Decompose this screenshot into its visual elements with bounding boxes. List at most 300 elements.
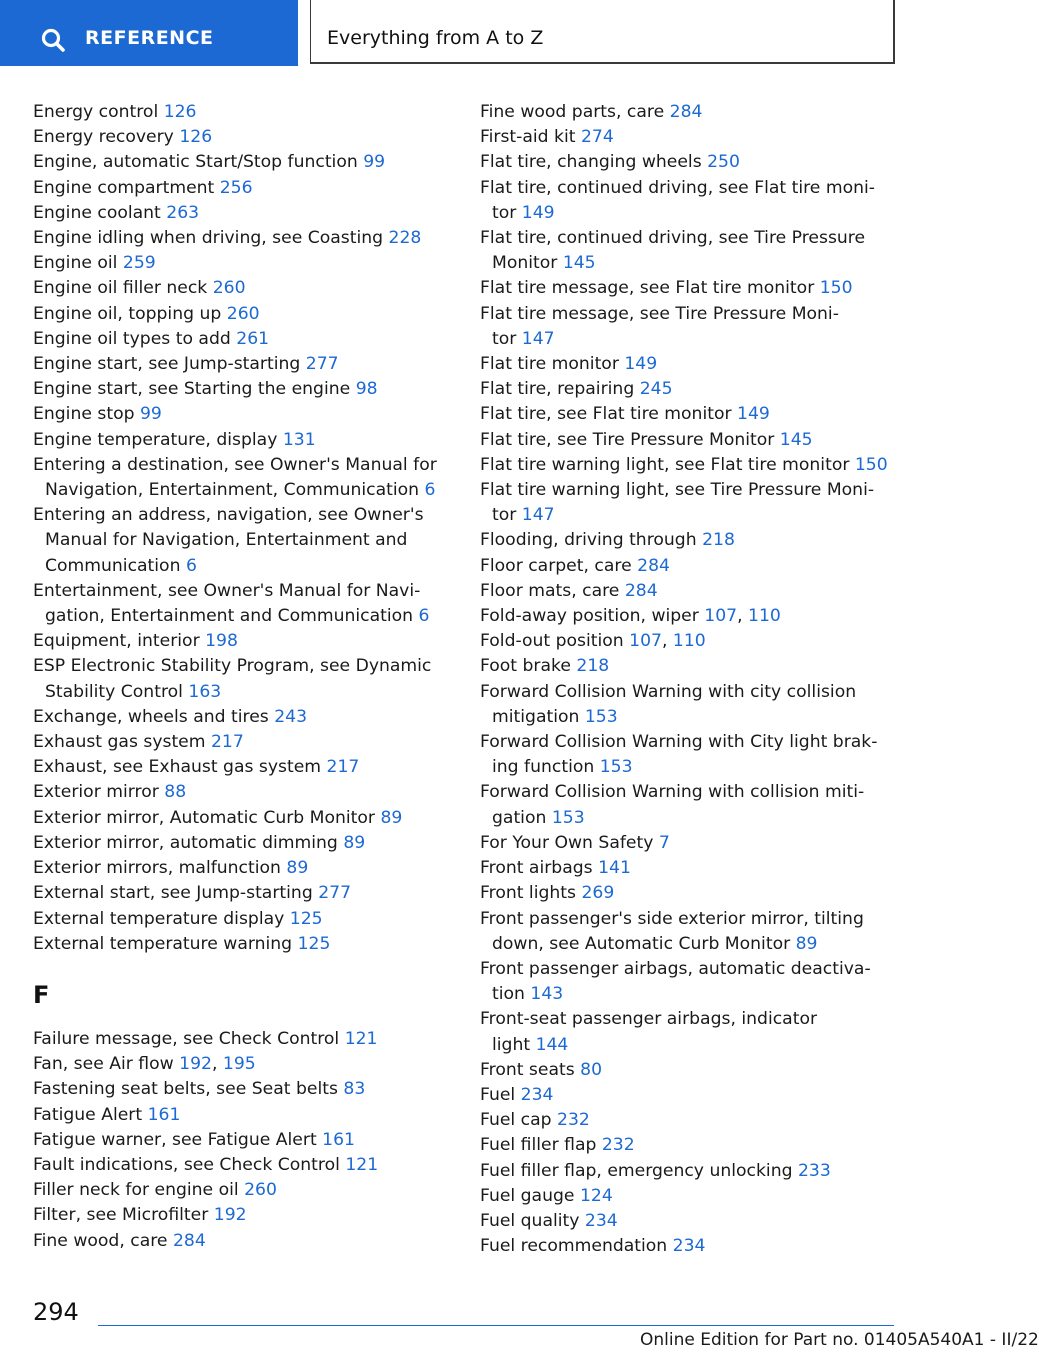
page-link[interactable]: 277 xyxy=(305,354,339,375)
page-link[interactable]: 163 xyxy=(188,681,222,702)
index-entry xyxy=(33,856,453,881)
page-link[interactable]: 284 xyxy=(624,580,658,601)
index-entry xyxy=(480,1007,900,1057)
index-entry xyxy=(480,150,900,175)
page-link[interactable]: 110 xyxy=(672,631,706,652)
page-references xyxy=(188,682,221,702)
page-references xyxy=(855,455,888,475)
index-entry xyxy=(33,125,453,150)
page-link[interactable]: 260 xyxy=(244,1180,277,1201)
page-references xyxy=(327,757,360,777)
page-references xyxy=(600,757,633,777)
page-link[interactable]: 89 xyxy=(795,933,818,954)
page-references xyxy=(798,1161,831,1181)
page-references xyxy=(637,556,670,576)
page-references xyxy=(820,278,853,298)
index-entry-text: Manual for Navigation, Entertainment and xyxy=(45,530,408,551)
page-references xyxy=(580,1060,602,1080)
page-number: 294 xyxy=(33,1298,79,1326)
index-entry xyxy=(33,932,453,957)
index-entry xyxy=(33,352,453,377)
index-entry xyxy=(33,402,453,427)
page-link[interactable]: 143 xyxy=(530,984,564,1005)
page-references xyxy=(552,808,585,828)
page-link[interactable]: 141 xyxy=(598,858,631,879)
index-entry-text: gation xyxy=(492,807,547,828)
index-entry xyxy=(480,1159,900,1184)
index-entry-text: Front passenger airbags, automatic deactiva- xyxy=(480,958,871,979)
index-list-f-continued xyxy=(480,100,900,1259)
search-icon xyxy=(40,27,66,53)
index-entry xyxy=(33,907,453,932)
index-entry-text: Entering a destination, see Owner's Manual for xyxy=(33,454,437,475)
index-entry xyxy=(480,377,900,402)
page-references xyxy=(283,430,316,450)
index-entry xyxy=(480,730,900,780)
index-entry-text: Front lights xyxy=(480,883,576,904)
index-entry xyxy=(33,831,453,856)
page-link[interactable]: 125 xyxy=(289,908,323,929)
index-entry-text: gation, Entertainment and Communication xyxy=(45,606,414,627)
index-entry-text: ESP Electronic Stability Program, see Dynamic xyxy=(33,656,432,677)
index-entry-text: Energy control xyxy=(33,102,159,122)
page-references xyxy=(345,1155,378,1175)
page-references xyxy=(227,304,260,324)
page-references xyxy=(236,329,269,349)
index-entry-text: Forward Collision Warning with collision miti- xyxy=(480,782,865,803)
page-link[interactable]: 145 xyxy=(779,429,813,450)
index-entry-text: Fold-out position xyxy=(480,631,624,652)
page-link[interactable]: 250 xyxy=(707,152,740,173)
index-entry-text: Navigation, Entertainment, Communication xyxy=(45,480,420,501)
index-entry xyxy=(33,100,453,125)
index-entry xyxy=(480,629,900,654)
page-references xyxy=(380,808,402,828)
page-link[interactable]: 259 xyxy=(122,253,156,274)
index-entry-text: Fine wood parts, care xyxy=(480,102,665,122)
index-entry xyxy=(480,1209,900,1234)
index-entry-text: Flat tire monitor xyxy=(480,354,619,375)
page-references xyxy=(557,1110,590,1130)
page-references xyxy=(530,984,563,1004)
page-link[interactable]: 192 xyxy=(213,1205,247,1226)
index-entry-text: Flat tire, changing wheels xyxy=(480,152,702,173)
page-references xyxy=(345,1029,378,1049)
index-entry xyxy=(480,579,900,604)
page-link[interactable]: 153 xyxy=(551,807,585,828)
page-references xyxy=(166,203,199,223)
index-entry xyxy=(480,907,900,957)
index-entry-text: Failure message, see Check Control xyxy=(33,1028,340,1049)
index-entry xyxy=(33,1052,453,1077)
page-link[interactable]: 234 xyxy=(520,1084,554,1105)
index-entry-text: tion xyxy=(492,984,525,1005)
index-entry xyxy=(33,881,453,906)
page-references xyxy=(173,1231,206,1251)
page-references xyxy=(580,1186,613,1206)
page-references xyxy=(298,934,331,954)
reference-tab-label: REFERENCE xyxy=(85,27,214,49)
page-link[interactable]: 147 xyxy=(521,505,555,526)
page-link[interactable]: 195 xyxy=(222,1054,256,1075)
page-references xyxy=(624,354,657,374)
index-entry xyxy=(480,100,900,125)
index-entry xyxy=(480,654,900,679)
page-link[interactable]: 161 xyxy=(147,1104,181,1125)
page-link[interactable]: 233 xyxy=(797,1160,831,1181)
page-link[interactable]: 218 xyxy=(702,530,735,551)
page-references: 192, 195 xyxy=(179,1054,256,1075)
page-link[interactable]: 192 xyxy=(179,1054,212,1075)
index-entry-text: Filter, see Microfilter xyxy=(33,1205,209,1226)
index-column-left xyxy=(33,100,453,1254)
section-letter-f: F xyxy=(33,980,50,1009)
index-entry xyxy=(480,881,900,906)
index-entry xyxy=(33,629,453,654)
index-entry xyxy=(33,1077,453,1102)
page-link[interactable]: 217 xyxy=(210,732,244,753)
page-references xyxy=(356,379,378,399)
page-link[interactable]: 121 xyxy=(344,1028,378,1049)
index-entry xyxy=(33,453,453,503)
page-link[interactable]: 107 xyxy=(629,631,662,652)
index-entry xyxy=(480,554,900,579)
page-link[interactable]: 153 xyxy=(599,757,633,778)
page-link[interactable]: 232 xyxy=(557,1110,590,1131)
index-entry-text: Exchange, wheels and tires xyxy=(33,706,269,727)
page-link[interactable]: 198 xyxy=(205,631,238,652)
index-entry-text: Exterior mirror, Automatic Curb Monitor xyxy=(33,807,375,828)
page-link[interactable]: 83 xyxy=(343,1079,366,1100)
index-entry-text: Flat tire warning light, see Flat tire monitor xyxy=(480,454,850,475)
index-entry-text: Floor mats, care xyxy=(480,580,620,601)
page-references xyxy=(164,782,186,802)
page-link[interactable]: 131 xyxy=(282,429,316,450)
index-entry xyxy=(33,150,453,175)
page-link[interactable]: 89 xyxy=(286,858,309,879)
index-entry-text: First-aid kit xyxy=(480,127,576,148)
index-entry-text: Engine oil filler neck xyxy=(33,278,208,299)
index-entry xyxy=(480,478,900,528)
index-entry xyxy=(33,1229,453,1254)
index-entry xyxy=(33,1128,453,1153)
page-link[interactable]: 98 xyxy=(355,379,378,400)
index-entry xyxy=(33,1203,453,1228)
page-link[interactable]: 260 xyxy=(226,303,260,324)
page-link[interactable]: 99 xyxy=(363,152,386,173)
index-entry-text: ing function xyxy=(492,757,595,778)
page-link[interactable]: 149 xyxy=(737,404,770,425)
page-references xyxy=(581,883,614,903)
page-link[interactable]: 150 xyxy=(819,278,853,299)
page-references xyxy=(211,732,244,752)
page-link[interactable]: 150 xyxy=(854,454,888,475)
index-entry-text: Fatigue warner, see Fatigue Alert xyxy=(33,1129,317,1150)
index-entry-text: Engine stop xyxy=(33,404,135,425)
index-entry xyxy=(33,654,453,704)
index-column-right xyxy=(480,100,900,1259)
index-entry-text: Engine idling when driving, see Coasting xyxy=(33,228,384,249)
page-link[interactable]: 217 xyxy=(326,757,360,778)
page-references: 107, 110 xyxy=(629,631,706,652)
page-references xyxy=(640,379,673,399)
page-link[interactable]: 126 xyxy=(163,102,197,122)
index-entry-text: External temperature display xyxy=(33,908,285,929)
page-link[interactable]: 126 xyxy=(179,127,213,148)
page-references xyxy=(286,858,308,878)
page-references xyxy=(343,833,365,853)
page-link[interactable]: 6 xyxy=(185,555,197,576)
index-entry xyxy=(480,1083,900,1108)
page-link[interactable]: 124 xyxy=(579,1185,613,1206)
index-entry-text: Engine start, see Starting the engine xyxy=(33,379,351,400)
index-entry xyxy=(33,201,453,226)
index-entry-text: Fatigue Alert xyxy=(33,1104,143,1125)
index-entry xyxy=(33,730,453,755)
page-link[interactable]: 234 xyxy=(672,1236,706,1257)
index-entry-text: Fuel quality xyxy=(480,1210,580,1231)
page-references xyxy=(796,934,818,954)
index-entry xyxy=(480,831,900,856)
page-references xyxy=(274,707,307,727)
index-entry xyxy=(33,705,453,730)
index-entry-text: Communication xyxy=(45,555,181,576)
index-entry-text: Fuel xyxy=(480,1084,516,1105)
index-entry-text: Flat tire, continued driving, see Flat tire moni- xyxy=(480,177,875,198)
page-link[interactable]: 121 xyxy=(345,1154,379,1175)
page-references xyxy=(425,480,436,500)
page-references xyxy=(625,581,658,601)
index-entry-text: Monitor xyxy=(492,253,558,274)
index-entry xyxy=(33,1103,453,1128)
index-entry-text: External start, see Jump-starting xyxy=(33,883,313,904)
index-entry xyxy=(480,604,900,629)
index-entry-text: tor xyxy=(492,328,517,349)
page-link[interactable]: 228 xyxy=(388,228,422,249)
page-link[interactable]: 284 xyxy=(669,102,703,122)
page-link[interactable]: 99 xyxy=(139,404,162,425)
index-entry-text: Fuel filler flap, emergency unlocking xyxy=(480,1160,793,1181)
index-entry-text: Engine coolant xyxy=(33,202,161,223)
page-link[interactable]: 161 xyxy=(322,1129,355,1150)
page-link[interactable]: 144 xyxy=(535,1034,569,1055)
page-references xyxy=(522,329,555,349)
page-references xyxy=(290,909,323,929)
page-references xyxy=(737,404,770,424)
index-entry-text: Foot brake xyxy=(480,656,571,677)
index-entry-text: Exterior mirror xyxy=(33,782,159,803)
index-entry xyxy=(480,957,900,1007)
index-entry-text: Forward Collision Warning with city collision xyxy=(480,681,857,702)
page-references xyxy=(659,833,670,853)
page-references xyxy=(707,152,740,172)
index-entry xyxy=(33,503,453,579)
index-entry xyxy=(480,226,900,276)
index-entry xyxy=(480,680,900,730)
index-entry xyxy=(480,1234,900,1259)
index-entry-text: Fastening seat belts, see Seat belts xyxy=(33,1079,338,1100)
page-references xyxy=(343,1079,365,1099)
page-link[interactable]: 6 xyxy=(418,606,430,627)
page-link[interactable]: 89 xyxy=(380,807,403,828)
index-entry xyxy=(33,1178,453,1203)
index-entry-text: Equipment, interior xyxy=(33,631,200,652)
page-link[interactable]: 261 xyxy=(236,328,270,349)
page-link[interactable]: 277 xyxy=(318,883,352,904)
page-references xyxy=(148,1105,181,1125)
page-link[interactable]: 89 xyxy=(343,832,366,853)
page-references xyxy=(585,707,618,727)
index-entry-text: Engine temperature, display xyxy=(33,429,278,450)
index-entry-text: Flat tire, see Flat tire monitor xyxy=(480,404,732,425)
index-entry-text: down, see Automatic Curb Monitor xyxy=(492,933,791,954)
index-entry xyxy=(480,1108,900,1133)
page-link[interactable]: 7 xyxy=(658,832,670,853)
index-entry xyxy=(480,856,900,881)
edition-note: Online Edition for Part no. 01405A540A1 - II/22 xyxy=(640,1330,1039,1350)
page-link[interactable]: 284 xyxy=(637,555,670,576)
page-references xyxy=(306,354,339,374)
page-references: 107, 110 xyxy=(704,606,781,627)
index-entry-text: Fuel recommendation xyxy=(480,1236,668,1257)
page-references xyxy=(419,606,430,626)
index-entry-text: Exterior mirror, automatic dimming xyxy=(33,832,338,853)
page-references xyxy=(205,631,238,651)
page-references xyxy=(521,1085,554,1105)
page-references xyxy=(673,1236,706,1256)
index-entry-text: Front airbags xyxy=(480,858,593,879)
index-entry-text: Filler neck for engine oil xyxy=(33,1180,239,1201)
index-entry xyxy=(33,377,453,402)
index-entry xyxy=(480,302,900,352)
page-link[interactable]: 274 xyxy=(581,127,614,148)
index-entry-text: Stability Control xyxy=(45,681,183,702)
index-entry xyxy=(480,402,900,427)
page-references xyxy=(179,127,212,147)
index-entry xyxy=(480,453,900,478)
page-references xyxy=(186,556,197,576)
index-entry-text: Engine oil xyxy=(33,253,118,274)
page-references xyxy=(164,102,197,122)
page-link[interactable]: 149 xyxy=(624,354,658,375)
page-references xyxy=(363,152,385,172)
page-link[interactable]: 110 xyxy=(748,606,781,627)
index-entry xyxy=(480,176,900,226)
page-references xyxy=(213,278,246,298)
page-link[interactable]: 88 xyxy=(164,782,187,803)
page-header xyxy=(0,0,960,66)
index-entry xyxy=(480,352,900,377)
index-entry-text: tor xyxy=(492,505,517,526)
page-references xyxy=(585,1211,618,1231)
footer-divider xyxy=(98,1325,894,1326)
page-references xyxy=(214,1205,247,1225)
index-entry-text: Front seats xyxy=(480,1059,575,1080)
page-link[interactable]: 145 xyxy=(562,253,596,274)
page-link[interactable]: 263 xyxy=(166,202,200,223)
index-entry xyxy=(33,251,453,276)
index-entry-text: Exterior mirrors, malfunction xyxy=(33,858,281,879)
index-entry xyxy=(480,125,900,150)
page-link[interactable]: 125 xyxy=(297,933,331,954)
page-link[interactable]: 147 xyxy=(521,328,555,349)
page-references xyxy=(581,127,614,147)
page-link[interactable]: 245 xyxy=(639,379,673,400)
index-entry-text: Fan, see Air flow xyxy=(33,1054,174,1075)
index-entry-text: Engine start, see Jump-starting xyxy=(33,354,301,375)
page-references xyxy=(220,178,253,198)
page-link[interactable]: 260 xyxy=(212,278,246,299)
index-entry xyxy=(33,176,453,201)
page-references xyxy=(389,228,422,248)
index-entry-text: Flat tire, see Tire Pressure Monitor xyxy=(480,429,775,450)
index-entry xyxy=(33,276,453,301)
page-references xyxy=(244,1180,277,1200)
index-entry-text: Engine, automatic Start/Stop function xyxy=(33,152,358,173)
reference-tab[interactable] xyxy=(0,0,298,66)
index-entry xyxy=(33,806,453,831)
page-link[interactable]: 256 xyxy=(219,177,253,198)
index-entry xyxy=(480,528,900,553)
index-entry xyxy=(480,1184,900,1209)
page-link[interactable]: 149 xyxy=(521,202,555,223)
index-entry-text: Flat tire, continued driving, see Tire Pressure xyxy=(480,228,866,249)
page-references xyxy=(576,656,609,676)
page-link[interactable]: 243 xyxy=(274,706,308,727)
page-references xyxy=(123,253,156,273)
index-entry-text: Entering an address, navigation, see Owner's xyxy=(33,505,424,526)
index-entry-text: Fuel gauge xyxy=(480,1185,575,1206)
index-entry-text: Fold-away position, wiper xyxy=(480,606,699,627)
page-link[interactable]: 218 xyxy=(576,656,610,677)
page-references xyxy=(318,883,351,903)
index-entry-text: tor xyxy=(492,202,517,223)
page-references xyxy=(602,1135,635,1155)
page-references xyxy=(598,858,631,878)
index-entry-text: Exhaust gas system xyxy=(33,732,206,753)
index-entry xyxy=(33,226,453,251)
page-link[interactable]: 107 xyxy=(704,606,738,627)
page-link[interactable]: 234 xyxy=(584,1210,618,1231)
page-link[interactable]: 153 xyxy=(584,706,618,727)
page-link[interactable]: 6 xyxy=(424,480,436,501)
index-entry-text: mitigation xyxy=(492,706,580,727)
page-references xyxy=(563,253,596,273)
index-entry xyxy=(480,276,900,301)
page-link[interactable]: 232 xyxy=(601,1135,635,1156)
page-references xyxy=(702,530,735,550)
index-entry xyxy=(33,780,453,805)
index-entry-text: light xyxy=(492,1034,531,1055)
page-references xyxy=(670,102,703,122)
page-references xyxy=(536,1035,569,1055)
index-entry-text: Floor carpet, care xyxy=(480,555,632,576)
page-references xyxy=(322,1130,355,1150)
index-entry-text: Forward Collision Warning with City light brak- xyxy=(480,732,878,753)
page-link[interactable]: 269 xyxy=(581,883,615,904)
index-entry-text: Energy recovery xyxy=(33,127,174,148)
index-entry-text: Flooding, driving through xyxy=(480,530,697,551)
index-entry xyxy=(480,1058,900,1083)
chapter-title: Everything from A to Z xyxy=(327,27,544,49)
index-entry-text: Front passenger's side exterior mirror, tilting xyxy=(480,908,864,929)
page-references xyxy=(780,430,813,450)
page-references xyxy=(522,505,555,525)
page-link[interactable]: 284 xyxy=(172,1230,206,1251)
page-references xyxy=(140,404,162,424)
page-link[interactable]: 80 xyxy=(580,1059,603,1080)
index-entry-text: Fuel cap xyxy=(480,1110,552,1131)
